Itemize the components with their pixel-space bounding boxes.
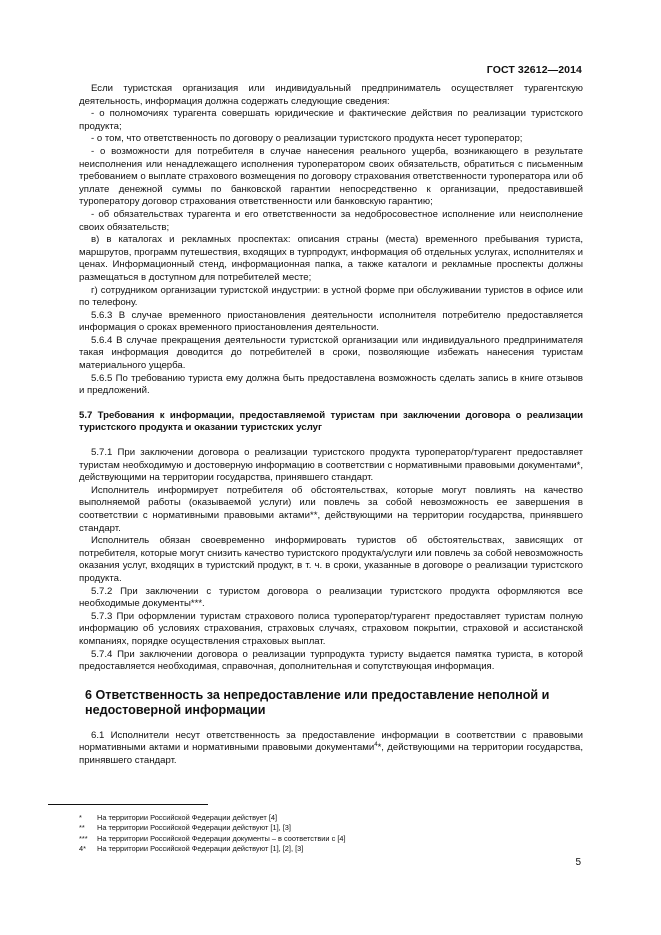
footnote [79, 844, 346, 854]
page-number: 5 [575, 857, 581, 868]
paragraph: 5.6.3 В случае временного приостановления деятельности исполнителя потребителю предоставляется информация о сроках временного приостановления деятельности. [79, 309, 583, 334]
footnote-mark: * [79, 813, 82, 822]
footnote-text: На территории Российской Федерации документы – в соответствии с [4] [97, 833, 346, 843]
footnote-text: На территории Российской Федерации действует [4] [97, 813, 278, 822]
paragraph: 5.7.2 При заключении с туристом договора о реализации туристского продукта оформляются все необходимые документы***. [79, 585, 583, 610]
footnote-mark: 4* [79, 844, 86, 854]
document-body [79, 83, 583, 768]
paragraph: Исполнитель обязан своевременно информировать туристов об обстоятельствах, зависящих от потребителя, которые могут снизить качество туристского продукта/услуги или повлечь за собой невозможность оказания услуг, входящих в туристский продукт, в т. ч. в сроки, указанные в договоре о реализации туристского продукта. [79, 535, 583, 584]
footnote [79, 834, 346, 844]
paragraph: 5.6.5 По требованию туриста ему должна быть предоставлена возможность сделать запись в книге отзывов и предложений. [79, 372, 583, 397]
paragraph: г) сотрудником организации туристской индустрии: в устной форме при обслуживании туристов в офисе или по телефону. [79, 284, 583, 309]
paragraph: 5.6.4 В случае прекращения деятельности туристской организации или индивидуального предпринимателя такая информация доводится до потребителей в сроки, позволяющие избежать нанесения туристам материального ущерба. [79, 334, 583, 372]
paragraph: 5.7.4 При заключении договора о реализации турпродукта туристу выдается памятка туриста, в которой предоставляется необходимая, справочная, дополнительная и сопутствующая информация. [79, 648, 583, 673]
text-segment: 6.1 Исполнители несут ответственность за предоставление информации в соответствии с правовыми нормативными актами и нормативными правовыми документами [79, 729, 583, 754]
paragraph: 5.7.1 При заключении договора о реализации туристского продукта туроператор/турагент предоставляет туристам необходимую и достоверную информацию в соответствии с нормативными правовыми документами*, действующими на территории государства, принявшего стандарт. [79, 447, 583, 484]
paragraph: 5.7.3 При оформлении туристам страхового полиса туроператор/турагент предоставляет туристам полную информацию об условиях страхования, страховых случаях, страховом покрытии, страховой и ассистанской компаниях, порядке осуществления страховых выплат. [79, 610, 583, 647]
footnote-text: На территории Российской Федерации действуют [1], [2], [3] [97, 844, 304, 854]
list-item: - об обязательствах турагента и его ответственности за недобросовестное исполнение или неисполнение своих обязательств; [79, 208, 583, 233]
footnote [79, 823, 346, 833]
list-item: - о том, что ответственность по договору о реализации туристского продукта несет туроператор; [91, 133, 523, 145]
footnotes [79, 813, 346, 855]
text-segment: *, действующими на территории государства, принявшего стандарт. [79, 742, 583, 766]
footnote [79, 813, 346, 823]
paragraph [79, 730, 583, 768]
section-heading-6: 6 Ответственность за непредоставление или предоставление неполной и недостоверной информации [85, 687, 550, 717]
list-item: - о возможности для потребителя в случае нанесения реального ущерба, возникающего в результате неисполнения или ненадлежащего исполнения туроператором своих обязательств, обратиться с письменным требованием о выплате страхового возмещения по договору страхования ответственности туроператора или об уплате денежной суммы по банковской гарантии непосредственно к организации, предоставившей туроператору договор страхования ответственности или банковскую гарантию; [79, 145, 583, 208]
document-code: ГОСТ 32612—2014 [486, 64, 582, 76]
paragraph: Исполнитель информирует потребителя об обстоятельствах, которые могут повлиять на качество выполняемой работы (оказываемой услуги) или повлечь за собой невозможность ее завершения в соответствии с нормативными правовыми актами**, действующими на территории государства, принявшего стандарт. [79, 484, 583, 534]
footnote-mark: *** [79, 833, 88, 843]
list-item: - о полномочиях турагента совершать юридические и фактические действия по реализации туристского продукта; [79, 108, 583, 132]
footnote-mark: ** [79, 823, 85, 833]
section-heading-5-7: 5.7 Требования к информации, предоставляемой туристам при заключении договора о реализации туристского продукта и оказании туристских услуг [79, 409, 583, 434]
paragraph: Если туристская организация или индивидуальный предприниматель осуществляет турагентскую деятельность, информация должна содержать следующие сведения: [79, 83, 583, 107]
paragraph: в) в каталогах и рекламных проспектах: описания страны (места) временного пребывания туриста, маршрутов, программ путешествия, входящих в турпродукт, информация об отдельных услугах, исполнителях и ценах. Информационный стенд, информационная папка, а также каталоги и рекламные проспекты должны размещаться в доступном для потребителей месте; [79, 234, 583, 283]
footnote-text: На территории Российской Федерации действуют [1], [3] [97, 823, 291, 833]
footnote-ref: 4 [374, 742, 378, 749]
footnote-divider [48, 804, 208, 805]
